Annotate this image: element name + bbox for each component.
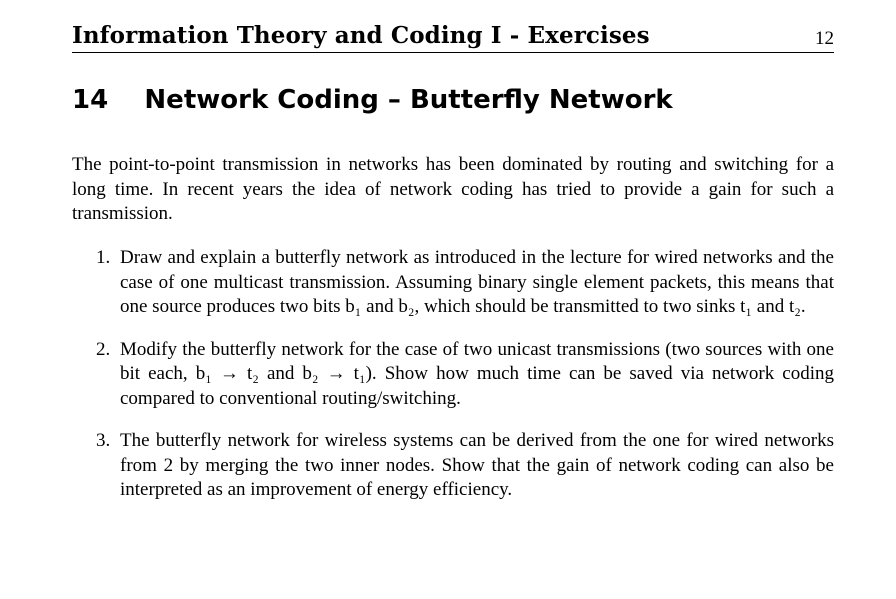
- exercise-number: 3.: [96, 430, 111, 451]
- document-page: [72, 0, 834, 599]
- exercise-list: [72, 246, 834, 521]
- exercise-item-1: [72, 246, 834, 320]
- section-number: 14: [72, 85, 109, 115]
- exercise-text: Draw and explain a butterfly network as introduced in the lecture for wired networks and the case of one multicast transmission. Assuming binary single element packets, this means that one source produces two bits b₁ and b₂, which should be transmitted to two sinks t₁ and t₂.: [120, 247, 834, 317]
- section-heading-space: [117, 85, 135, 115]
- intro-paragraph: The point-to-point transmission in networks has been dominated by routing and switching for a long time. In recent years the idea of network coding has tried to provide a gain for such a transmission.: [72, 154, 834, 224]
- document-title: Information Theory and Coding I - Exercises: [72, 22, 650, 49]
- running-header: [72, 22, 834, 53]
- exercise-number: 2.: [96, 338, 111, 360]
- exercise-item-2: [72, 338, 834, 412]
- page-number: 12: [815, 28, 834, 49]
- section-heading: [72, 84, 673, 116]
- exercise-text: The butterfly network for wireless systems can be derived from the one for wired networks from 2 by merging the two inner nodes. Show that the gain of network coding can also be interpreted as an improvement of energy efficiency.: [120, 430, 834, 500]
- exercise-text: Modify the butterfly network for the case of two unicast transmissions (two sources with one bit each, b₁ → t₂ and b₂ → t₁). Show how much time can be saved via network coding compared to conventional routing/switching.: [120, 338, 834, 409]
- exercise-number: 1.: [96, 247, 111, 268]
- exercise-item-3: [72, 429, 834, 503]
- section-title: Network Coding – Butterfly Network: [144, 85, 673, 115]
